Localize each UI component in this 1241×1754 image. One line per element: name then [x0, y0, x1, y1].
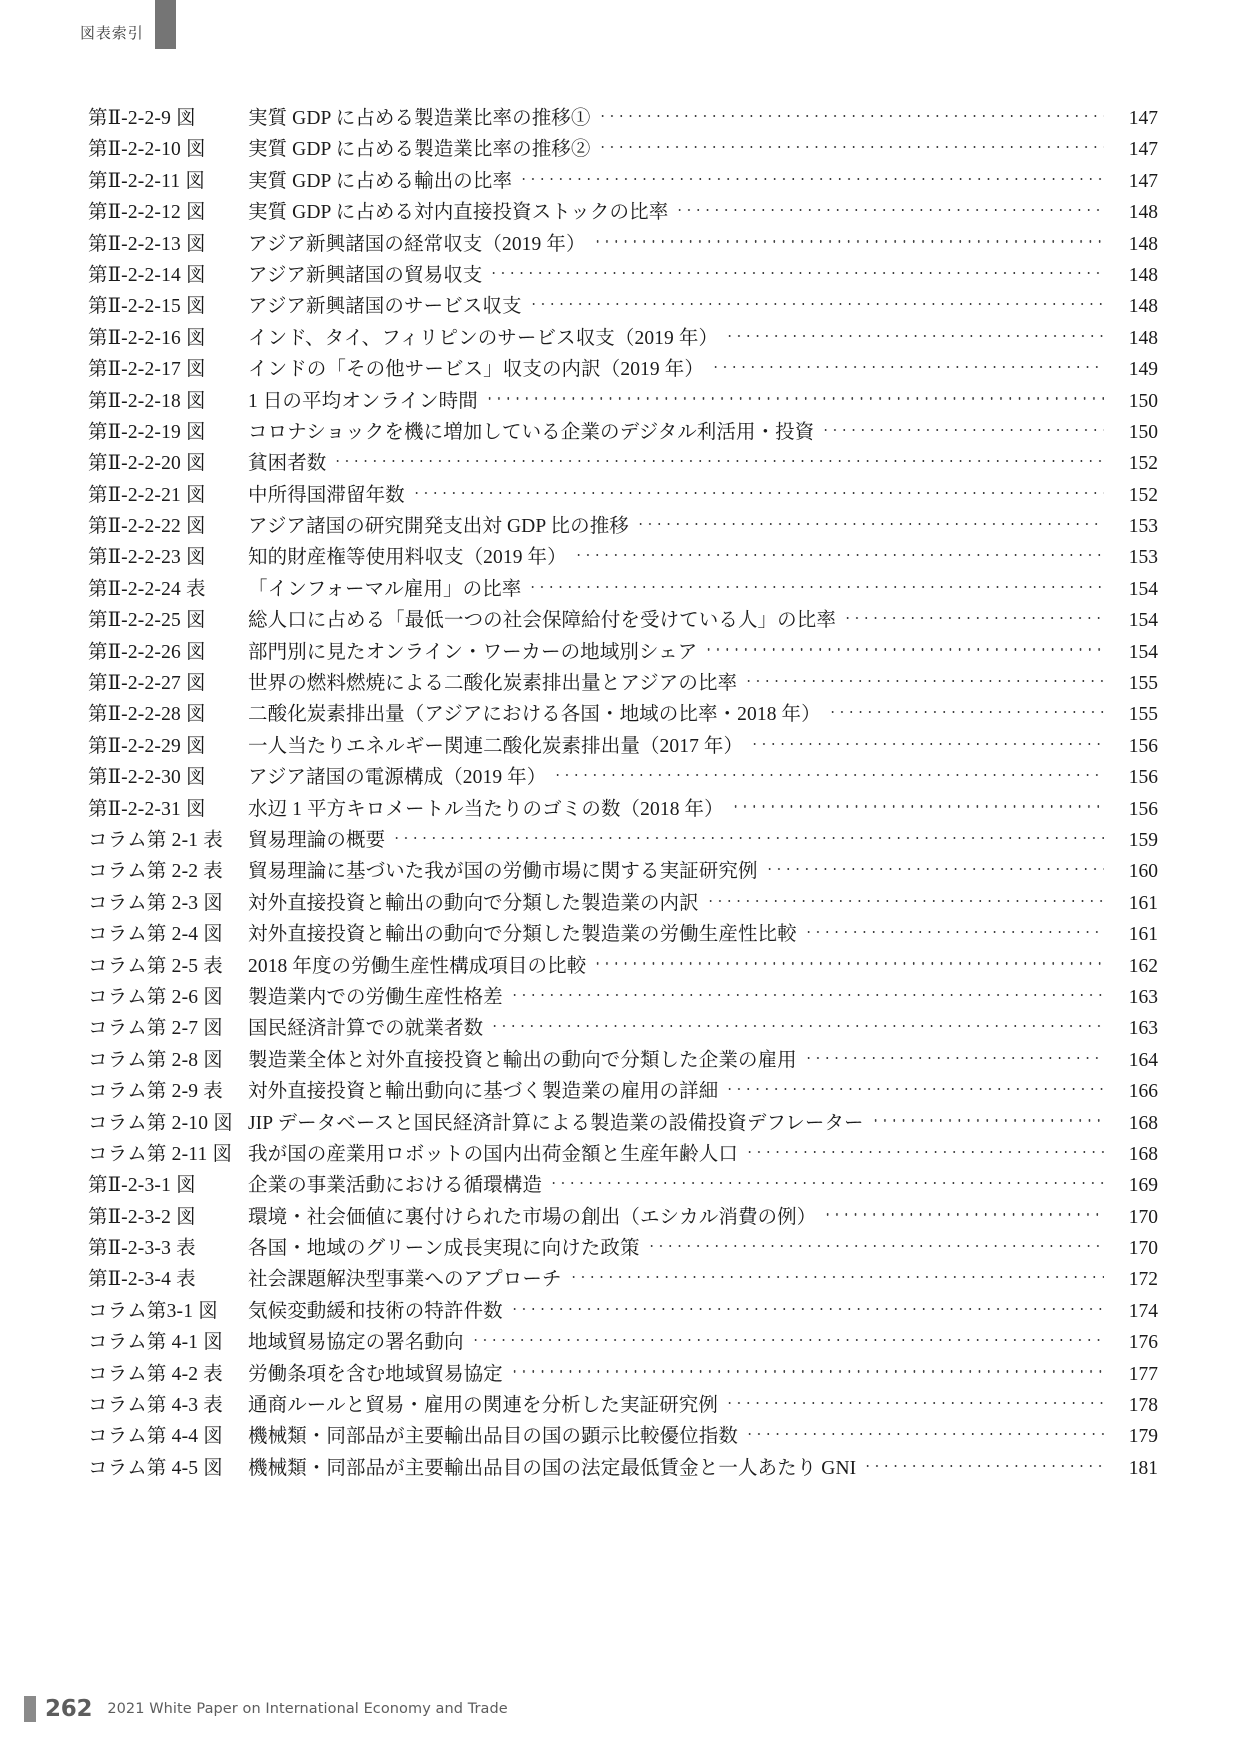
index-row-page-number: 168: [1128, 1112, 1158, 1134]
index-row-page-number: 154: [1128, 641, 1158, 663]
index-row[interactable]: [0, 637, 1241, 668]
page-footer: [0, 1692, 1241, 1726]
index-row-page-number: 156: [1128, 735, 1158, 757]
index-row-title: 二酸化炭素排出量（アジアにおける各国・地域の比率・2018 年）: [248, 704, 821, 726]
index-row-code: 第Ⅱ-2-2-28 図: [88, 704, 206, 726]
index-row-code: 第Ⅱ-2-2-24 表: [88, 578, 206, 600]
index-row-code: コラム第 2-6 図: [88, 986, 223, 1008]
index-row[interactable]: [0, 448, 1241, 479]
index-row-code: 第Ⅱ-2-2-31 図: [88, 798, 206, 820]
index-row-page-number: 150: [1128, 421, 1158, 443]
index-row[interactable]: [0, 1359, 1241, 1390]
header-accent-bar: [155, 0, 176, 49]
index-row-title: 労働条項を含む地域貿易協定: [248, 1363, 503, 1385]
index-row[interactable]: [0, 1264, 1241, 1295]
index-row-code: 第Ⅱ-2-2-18 図: [88, 390, 206, 412]
index-row[interactable]: [0, 762, 1241, 793]
index-row-code: コラム第 2-1 表: [88, 829, 223, 851]
index-row-title: 世界の燃料燃焼による二酸化炭素排出量とアジアの比率: [248, 673, 738, 695]
index-row-page-number: 176: [1128, 1332, 1158, 1354]
index-row-page-number: 156: [1128, 767, 1158, 789]
index-row[interactable]: [0, 103, 1241, 134]
index-row-page-number: 148: [1128, 233, 1158, 255]
index-row-leader-dots: [711, 355, 1104, 375]
index-row[interactable]: [0, 480, 1241, 511]
index-row-leader-dots: [549, 1171, 1104, 1191]
index-row-code: コラム第 2-3 図: [88, 892, 223, 914]
footer-document-title: 2021 White Paper on International Economy and Trade: [107, 1701, 508, 1717]
index-row-title: 貿易理論に基づいた我が国の労働市場に関する実証研究例: [248, 861, 758, 883]
index-row-leader-dots: [392, 826, 1104, 846]
index-row-page-number: 169: [1128, 1175, 1158, 1197]
index-row-page-number: 152: [1128, 453, 1158, 475]
index-row-code: 第Ⅱ-2-2-22 図: [88, 516, 206, 538]
index-row-code: 第Ⅱ-2-2-26 図: [88, 641, 206, 663]
index-row-title: 社会課題解決型事業へのアプローチ: [248, 1269, 562, 1291]
index-row[interactable]: [0, 605, 1241, 636]
index-row-code: 第Ⅱ-2-2-20 図: [88, 453, 206, 475]
index-row-page-number: 178: [1128, 1395, 1158, 1417]
index-row-title: 企業の事業活動における循環構造: [248, 1175, 542, 1197]
index-row[interactable]: [0, 260, 1241, 291]
index-row-leader-dots: [675, 198, 1104, 218]
index-row[interactable]: [0, 323, 1241, 354]
index-row-leader-dots: [510, 1360, 1104, 1380]
index-row[interactable]: [0, 825, 1241, 856]
index-row-page-number: 154: [1128, 578, 1158, 600]
index-row-code: コラム第 4-1 図: [88, 1332, 223, 1354]
index-row[interactable]: [0, 668, 1241, 699]
index-row-leader-dots: [471, 1328, 1104, 1348]
index-row-page-number: 174: [1128, 1300, 1158, 1322]
index-row-code: コラム第 2-4 図: [88, 924, 223, 946]
index-row-leader-dots: [333, 449, 1104, 469]
index-row-page-number: 153: [1128, 516, 1158, 538]
index-row-leader-dots: [731, 795, 1104, 815]
index-row-leader-dots: [750, 732, 1104, 752]
index-row-leader-dots: [745, 1140, 1104, 1160]
index-row-title: 一人当たりエネルギー関連二酸化炭素排出量（2017 年）: [248, 735, 744, 757]
index-row-title: 1 日の平均オンライン時間: [248, 390, 478, 412]
index-row-code: コラム第 4-5 図: [88, 1457, 223, 1479]
index-row-page-number: 172: [1128, 1269, 1158, 1291]
index-row-code: 第Ⅱ-2-2-16 図: [88, 327, 206, 349]
footer-page-number: 262: [45, 1696, 93, 1722]
index-row-code: 第Ⅱ-2-2-9 図: [88, 108, 196, 129]
index-row-code: 第Ⅱ-2-3-4 表: [88, 1269, 196, 1291]
index-row-page-number: 148: [1128, 202, 1158, 224]
index-row-code: 第Ⅱ-2-2-23 図: [88, 547, 206, 569]
index-row-leader-dots: [871, 1109, 1104, 1129]
index-row[interactable]: [0, 291, 1241, 322]
index-row-leader-dots: [510, 983, 1104, 1003]
index-row-page-number: 179: [1128, 1426, 1158, 1448]
index-row-page-number: 152: [1128, 484, 1158, 506]
index-row-leader-dots: [569, 1265, 1104, 1285]
index-row[interactable]: [0, 542, 1241, 573]
index-row-leader-dots: [598, 104, 1105, 124]
index-row-code: コラム第 4-4 図: [88, 1426, 223, 1448]
index-row-leader-dots: [804, 1046, 1104, 1066]
index-row-title: 部門別に見たオンライン・ワーカーの地域別シェア: [248, 641, 698, 663]
index-row-page-number: 150: [1128, 390, 1158, 412]
index-row-code: 第Ⅱ-2-3-2 図: [88, 1206, 196, 1228]
index-row-page-number: 148: [1128, 327, 1158, 349]
index-row-page-number: 166: [1128, 1081, 1158, 1103]
index-row-page-number: 155: [1128, 673, 1158, 695]
index-row-page-number: 148: [1128, 264, 1158, 286]
index-row-code: 第Ⅱ-2-2-14 図: [88, 264, 206, 286]
index-row-leader-dots: [828, 700, 1104, 720]
index-row-title: 国民経済計算での就業者数: [248, 1018, 484, 1040]
index-row-page-number: 162: [1128, 955, 1158, 977]
index-row-page-number: 163: [1128, 986, 1158, 1008]
index-row-page-number: 153: [1128, 547, 1158, 569]
index-row-page-number: 163: [1128, 1018, 1158, 1040]
index-row-title: 環境・社会価値に裏付けられた市場の創出（エシカル消費の例）: [248, 1206, 817, 1228]
index-row-code: コラム第 2-11 図: [88, 1143, 233, 1165]
index-row-title: アジア新興諸国のサービス収支: [248, 296, 522, 318]
index-row-leader-dots: [489, 261, 1104, 281]
index-row[interactable]: [0, 1296, 1241, 1327]
index-row-code: コラム第 2-10 図: [88, 1112, 233, 1134]
index-row-page-number: 147: [1128, 170, 1158, 192]
index-row-code: 第Ⅱ-2-3-1 図: [88, 1175, 196, 1197]
index-row-title: 通商ルールと貿易・雇用の関連を分析した実証研究例: [248, 1395, 718, 1417]
index-row-leader-dots: [510, 1297, 1104, 1317]
index-row-leader-dots: [843, 606, 1104, 626]
footer-accent-bar: [24, 1696, 36, 1722]
index-row-leader-dots: [765, 857, 1104, 877]
index-row[interactable]: [0, 229, 1241, 260]
index-row-leader-dots: [744, 669, 1104, 689]
index-row[interactable]: [0, 1045, 1241, 1076]
index-row-leader-dots: [574, 543, 1104, 563]
index-row-code: 第Ⅱ-2-2-25 図: [88, 610, 206, 632]
index-row-title: インド、タイ、フィリピンのサービス収支（2019 年）: [248, 327, 719, 349]
index-row[interactable]: [0, 511, 1241, 542]
index-row-title: 実質 GDP に占める輸出の比率: [248, 170, 513, 192]
index-row-leader-dots: [704, 638, 1104, 658]
index-row-code: 第Ⅱ-2-2-27 図: [88, 673, 206, 695]
index-row-code: 第Ⅱ-2-3-3 表: [88, 1238, 196, 1260]
index-row-title: 実質 GDP に占める製造業比率の推移①: [248, 108, 591, 129]
index-row-page-number: 154: [1128, 610, 1158, 632]
index-row[interactable]: [0, 1202, 1241, 1233]
index-row-title: アジア諸国の研究開発支出対 GDP 比の推移: [248, 516, 629, 538]
index-row-title: 対外直接投資と輸出の動向で分類した製造業の労働生産性比較: [248, 924, 797, 946]
index-row-title: 総人口に占める「最低一つの社会保障給付を受けている人」の比率: [248, 610, 836, 632]
index-row-leader-dots: [636, 512, 1104, 532]
index-row[interactable]: [0, 197, 1241, 228]
index-row-page-number: 168: [1128, 1143, 1158, 1165]
index-row-title: 対外直接投資と輸出の動向で分類した製造業の内訳: [248, 892, 699, 914]
index-row-title: アジア新興諸国の貿易収支: [248, 264, 483, 286]
index-row[interactable]: [0, 1108, 1241, 1139]
index-row-page-number: 159: [1128, 829, 1158, 851]
index-row-page-number: 164: [1128, 1049, 1158, 1071]
index-row-code: コラム第 2-9 表: [88, 1081, 223, 1103]
index-row-leader-dots: [485, 387, 1104, 407]
index-row-page-number: 181: [1128, 1457, 1158, 1479]
index-row-title: 実質 GDP に占める製造業比率の推移②: [248, 139, 591, 161]
index-row-leader-dots: [490, 1014, 1104, 1034]
index-row-code: 第Ⅱ-2-2-13 図: [88, 233, 206, 255]
index-row-title: 製造業内での労働生産性格差: [248, 986, 503, 1008]
index-row-leader-dots: [745, 1422, 1104, 1442]
index-row-leader-dots: [647, 1234, 1104, 1254]
index-row-leader-dots: [863, 1454, 1104, 1474]
index-row[interactable]: [0, 699, 1241, 730]
index-row-page-number: 149: [1128, 359, 1158, 381]
index-row[interactable]: [0, 919, 1241, 950]
index-row-page-number: 161: [1128, 924, 1158, 946]
index-row[interactable]: [0, 888, 1241, 919]
index-row-title: 各国・地域のグリーン成長実現に向けた政策: [248, 1238, 640, 1260]
index-row[interactable]: [0, 1170, 1241, 1201]
index-row[interactable]: [0, 1421, 1241, 1452]
index-row-title: インドの「その他サービス」収支の内訳（2019 年）: [248, 359, 704, 381]
index-row-code: 第Ⅱ-2-2-11 図: [88, 170, 206, 192]
index-row-title: 水辺 1 平方キロメートル当たりのゴミの数（2018 年）: [248, 798, 724, 820]
index-row-code: 第Ⅱ-2-2-17 図: [88, 359, 206, 381]
index-row-title: 貧困者数: [248, 453, 327, 475]
index-row-title: 機械類・同部品が主要輸出品目の国の顕示比較優位指数: [248, 1426, 738, 1448]
index-row-leader-dots: [528, 575, 1104, 595]
index-row-page-number: 147: [1128, 108, 1158, 129]
index-row-code: コラム第 4-3 表: [88, 1395, 223, 1417]
index-row-leader-dots: [725, 1391, 1104, 1411]
index-row[interactable]: [0, 1453, 1241, 1484]
index-row-code: 第Ⅱ-2-2-10 図: [88, 139, 206, 161]
index-row-leader-dots: [412, 481, 1104, 501]
index-row-page-number: 147: [1128, 139, 1158, 161]
index-row-leader-dots: [529, 292, 1104, 312]
index-row-leader-dots: [593, 230, 1104, 250]
index-row[interactable]: [0, 1139, 1241, 1170]
index-row-leader-dots: [519, 167, 1104, 187]
index-row[interactable]: [0, 417, 1241, 448]
index-row-leader-dots: [706, 889, 1104, 909]
index-row-leader-dots: [725, 1077, 1104, 1097]
page-header: [0, 0, 1241, 60]
index-row-title: アジア新興諸国の経常収支（2019 年）: [248, 233, 586, 255]
index-row-title: 機械類・同部品が主要輸出品目の国の法定最低賃金と一人あたり GNI: [248, 1457, 857, 1479]
index-row-leader-dots: [821, 418, 1104, 438]
index-row-code: コラム第3-1 図: [88, 1300, 218, 1322]
index-row-code: コラム第 2-7 図: [88, 1018, 223, 1040]
index-row-title: 実質 GDP に占める対内直接投資ストックの比率: [248, 202, 669, 224]
index-row-title: 知的財産権等使用料収支（2019 年）: [248, 547, 567, 569]
index-row-leader-dots: [804, 920, 1104, 940]
index-row-page-number: 177: [1128, 1363, 1158, 1385]
index-row[interactable]: [0, 856, 1241, 887]
index-row-code: コラム第 2-2 表: [88, 861, 223, 883]
index-row-leader-dots: [598, 135, 1105, 155]
index-row-title: 「インフォーマル雇用」の比率: [248, 578, 522, 600]
index-row-title: コロナショックを機に増加している企業のデジタル利活用・投資: [248, 421, 815, 443]
index-row-code: 第Ⅱ-2-2-29 図: [88, 735, 206, 757]
index-row-title: 貿易理論の概要: [248, 829, 386, 851]
index-row[interactable]: [0, 982, 1241, 1013]
index-row[interactable]: [0, 1076, 1241, 1107]
header-section-label: 図表索引: [80, 24, 144, 42]
index-row-title: 気候変動緩和技術の特許件数: [248, 1300, 503, 1322]
index-row[interactable]: [0, 1233, 1241, 1264]
index-row[interactable]: [0, 1013, 1241, 1044]
index-row-code: 第Ⅱ-2-2-21 図: [88, 484, 206, 506]
index-row[interactable]: [0, 1327, 1241, 1358]
index-row[interactable]: [0, 794, 1241, 825]
index-row-leader-dots: [553, 763, 1104, 783]
index-row-code: 第Ⅱ-2-2-15 図: [88, 296, 206, 318]
index-row-title: アジア諸国の電源構成（2019 年）: [248, 767, 547, 789]
index-row[interactable]: [0, 386, 1241, 417]
index-row-code: コラム第 2-8 図: [88, 1049, 223, 1071]
index-row-page-number: 160: [1128, 861, 1158, 883]
index-row-code: 第Ⅱ-2-2-19 図: [88, 421, 206, 443]
index-row-page-number: 156: [1128, 798, 1158, 820]
index-row-code: 第Ⅱ-2-2-30 図: [88, 767, 206, 789]
index-row-title: 地域貿易協定の署名動向: [248, 1332, 464, 1354]
index-row-title: 中所得国滞留年数: [248, 484, 405, 506]
index-row-title: 製造業全体と対外直接投資と輸出の動向で分類した企業の雇用: [248, 1049, 797, 1071]
index-row-leader-dots: [725, 324, 1104, 344]
index-row-title: JIP データベースと国民経済計算による製造業の設備投資デフレーター: [248, 1112, 864, 1134]
index-row-title: 対外直接投資と輸出動向に基づく製造業の雇用の詳細: [248, 1081, 719, 1103]
index-row-page-number: 155: [1128, 704, 1158, 726]
index-row[interactable]: [0, 574, 1241, 605]
figure-index-list: [0, 103, 1241, 1484]
index-row[interactable]: [0, 134, 1241, 165]
index-row[interactable]: [0, 951, 1241, 982]
index-row-code: コラム第 2-5 表: [88, 955, 223, 977]
index-row[interactable]: [0, 354, 1241, 385]
index-row[interactable]: [0, 1390, 1241, 1421]
index-row-page-number: 170: [1128, 1206, 1158, 1228]
index-row-leader-dots: [823, 1203, 1104, 1223]
index-row-page-number: 148: [1128, 296, 1158, 318]
index-row-page-number: 161: [1128, 892, 1158, 914]
index-row-title: 我が国の産業用ロボットの国内出荷金額と生産年齢人口: [248, 1143, 738, 1165]
index-row-title: 2018 年度の労働生産性構成項目の比較: [248, 955, 587, 977]
index-row-leader-dots: [593, 952, 1104, 972]
index-row-code: 第Ⅱ-2-2-12 図: [88, 202, 206, 224]
index-row-page-number: 170: [1128, 1238, 1158, 1260]
index-row-code: コラム第 4-2 表: [88, 1363, 223, 1385]
index-row[interactable]: [0, 166, 1241, 197]
index-row[interactable]: [0, 731, 1241, 762]
